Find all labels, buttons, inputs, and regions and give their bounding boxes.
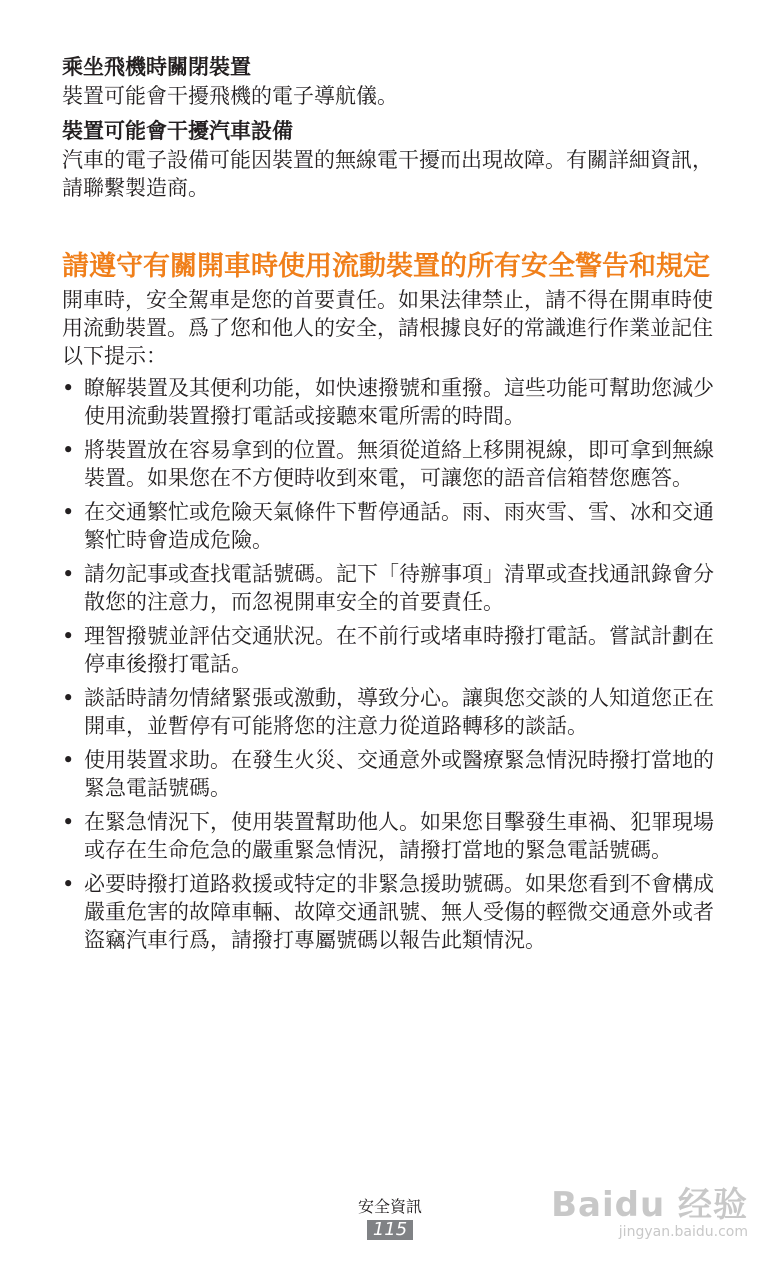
baidu-logo-icon: Baidu 经验 xyxy=(551,1185,748,1225)
list-item xyxy=(62,374,718,430)
section-heading-airplane: 乘坐飛機時關閉裝置 xyxy=(62,55,251,79)
bullet-icon: • xyxy=(62,562,75,586)
bullet-icon: • xyxy=(62,438,75,462)
section-heading-driving: 請遵守有關開車時使用流動裝置的所有安全警告和規定 xyxy=(62,251,710,282)
list-item xyxy=(62,436,718,492)
list-item-text: 理智撥號並評估交通狀況。在不前行或堵車時撥打電話。嘗試計劃在停車後撥打電話。 xyxy=(84,624,714,676)
footer-section-title: 安全資訊 xyxy=(357,1197,422,1216)
list-item-text: 談話時請勿情緒緊張或激動，導致分心。讓與您交談的人知道您正在開車，並暫停有可能將您的注意力從道路轉移的談話。 xyxy=(84,686,714,738)
list-item xyxy=(62,684,718,740)
list-item-text: 將裝置放在容易拿到的位置。無須從道絡上移開視線，即可拿到無線裝置。如果您在不方便時收到來電，可讓您的語音信箱替您應答。 xyxy=(84,438,714,490)
bullet-icon: • xyxy=(62,748,75,772)
list-item-text: 在緊急情況下，使用裝置幫助他人。如果您目擊發生車禍、犯罪現場或存在生命危急的嚴重緊急情況，請撥打當地的緊急電話號碼。 xyxy=(84,810,714,862)
safety-tips-list xyxy=(62,374,718,954)
page-content xyxy=(62,52,718,960)
baidu-watermark xyxy=(551,1177,748,1240)
section-intro-driving: 開車時，安全駕車是您的首要責任。如果法律禁止，請不得在開車時使用流動裝置。爲了您和他人的安全，請根據良好的常識進行作業並記住以下提示： xyxy=(62,288,713,368)
bullet-icon: • xyxy=(62,872,75,896)
bullet-icon: • xyxy=(62,624,75,648)
bullet-icon: • xyxy=(62,686,75,710)
list-item-text: 請勿記事或查找電話號碼。記下「待辦事項」清單或查找通訊錄會分散您的注意力，而忽視開車安全的首要責任。 xyxy=(84,562,714,614)
list-item xyxy=(62,498,718,554)
watermark-url: jingyan.baidu.com xyxy=(618,1224,748,1240)
list-item xyxy=(62,808,718,864)
section-heading-vehicle: 裝置可能會干擾汽車設備 xyxy=(62,119,293,143)
section-body-vehicle: 汽車的電子設備可能因裝置的無線電干擾而出現故障。有關詳細資訊，請聯繫製造商。 xyxy=(62,148,713,200)
section-body-airplane: 裝置可能會干擾飛機的電子導航儀。 xyxy=(62,84,398,108)
list-item xyxy=(62,622,718,678)
list-item-text: 在交通繁忙或危險天氣條件下暫停通話。雨、雨夾雪、雪、冰和交通繁忙時會造成危險。 xyxy=(84,500,714,552)
list-item-text: 必要時撥打道路救援或特定的非緊急援助號碼。如果您看到不會構成嚴重危害的故障車輛、故障交通訊號、無人受傷的輕微交通意外或者盜竊汽車行爲，請撥打專屬號碼以報告此類情況。 xyxy=(84,872,714,952)
bullet-icon: • xyxy=(62,376,75,400)
list-item-text: 使用裝置求助。在發生火災、交通意外或醫療緊急情況時撥打當地的緊急電話號碼。 xyxy=(84,748,714,800)
list-item xyxy=(62,870,718,954)
list-item-text: 瞭解裝置及其便利功能，如快速撥號和重撥。這些功能可幫助您減少使用流動裝置撥打電話或接聽來電所需的時間。 xyxy=(84,376,714,428)
bullet-icon: • xyxy=(62,810,75,834)
page-number: 115 xyxy=(367,1220,413,1240)
list-item xyxy=(62,746,718,802)
list-item xyxy=(62,560,718,616)
bullet-icon: • xyxy=(62,500,75,524)
